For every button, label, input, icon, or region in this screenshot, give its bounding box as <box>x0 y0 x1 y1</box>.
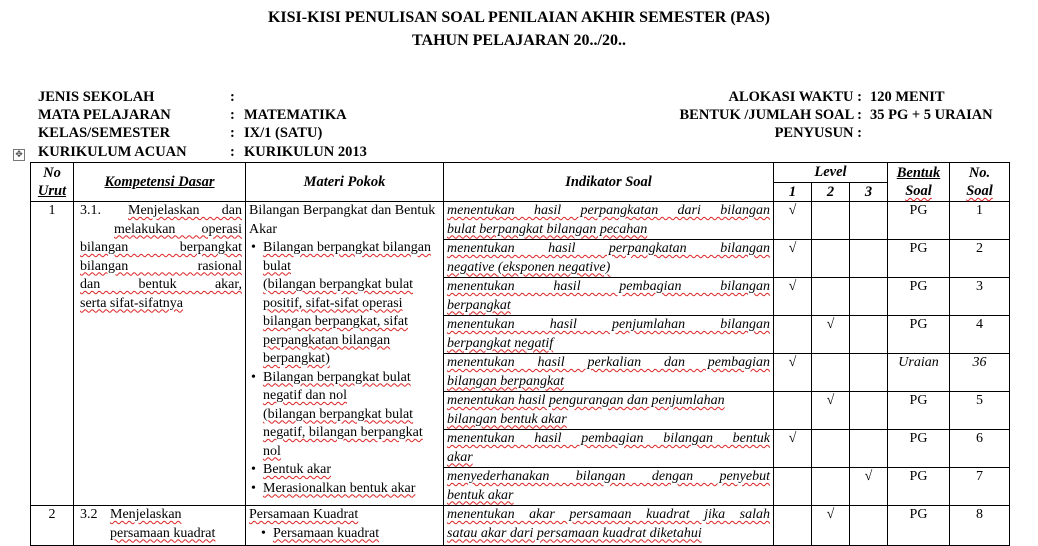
level-2-cell <box>812 354 850 392</box>
level-3-cell <box>850 278 888 316</box>
level-1-cell: √ <box>774 430 812 468</box>
level-3-cell <box>850 202 888 240</box>
doc-title-line1: KISI-KISI PENULISAN SOAL PENILAIAN AKHIR SEMESTER (PAS) <box>267 9 771 26</box>
indikator-cell: menentukan hasil perpangkatan bilangan negative (eksponen negative) <box>444 240 774 278</box>
indikator-cell: menentukan hasil perpangkatan dari bilangan bulat berpangkat bilangan pecahan <box>444 202 774 240</box>
list-item: • Persamaan kuadrat <box>273 525 440 544</box>
table-row <box>31 202 1010 240</box>
row-no-urut: 2 <box>31 506 74 546</box>
header-value-kurikulum: KURIKULUN 2013 <box>244 144 367 160</box>
level-1-cell: √ <box>774 278 812 316</box>
header-indikator-soal: Indikator Soal <box>444 163 774 202</box>
bentuk-soal-cell: PG <box>888 316 950 354</box>
no-soal-cell: 3 <box>950 278 1010 316</box>
header-colon: : <box>230 144 235 160</box>
header-label-penyusun: PENYUSUN : <box>774 125 862 141</box>
doc-title-line2: TAHUN PELAJARAN 20../20.. <box>412 32 626 49</box>
level-2-cell <box>812 278 850 316</box>
level-1-cell <box>774 468 812 506</box>
level-2-cell: √ <box>812 506 850 546</box>
table-row <box>31 506 1010 546</box>
header-bentuk-soal: Bentuk Soal <box>888 163 950 202</box>
indikator-cell: menentukan hasil pengurangan dan penjumlahan bilangan bentuk akar <box>444 392 774 430</box>
bentuk-soal-cell: PG <box>888 506 950 546</box>
level-3-cell: √ <box>850 468 888 506</box>
level-3-cell <box>850 354 888 392</box>
level-3-cell <box>850 316 888 354</box>
list-item: • Bentuk akar <box>263 461 440 480</box>
indikator-cell: menentukan hasil pembagian bilangan bentuk akar <box>444 430 774 468</box>
table-move-handle-icon[interactable]: ✥ <box>13 149 25 161</box>
header-colon: : <box>230 107 235 123</box>
header-label-kelas-semester: KELAS/SEMESTER <box>38 125 171 141</box>
level-1-cell <box>774 316 812 354</box>
header-label-jenis-sekolah: JENIS SEKOLAH <box>38 89 155 105</box>
no-soal-cell: 36 <box>950 354 1010 392</box>
level-3-cell <box>850 506 888 546</box>
level-3-cell <box>850 430 888 468</box>
no-soal-cell: 4 <box>950 316 1010 354</box>
header-colon: : <box>230 125 235 141</box>
header-label-alokasi-waktu: ALOKASI WAKTU : <box>728 89 862 105</box>
indikator-cell: menentukan hasil penjumlahan bilangan berpangkat negatif <box>444 316 774 354</box>
header-label-kurikulum: KURIKULUM ACUAN <box>38 144 187 160</box>
header-kompetensi-dasar: Kompetensi Dasar <box>74 163 246 202</box>
kompetensi-dasar-cell: 3.2 Menjelaskan persamaan kuadrat <box>74 506 246 546</box>
header-label-mata-pelajaran: MATA PELAJARAN <box>38 107 171 123</box>
indikator-cell: menentukan hasil perkalian dan pembagian bilangan berpangkat <box>444 354 774 392</box>
kisi-kisi-table <box>30 162 1010 546</box>
no-soal-cell: 8 <box>950 506 1010 546</box>
indikator-cell: menentukan hasil pembagian bilangan berpangkat <box>444 278 774 316</box>
level-1-cell <box>774 506 812 546</box>
materi-pokok-cell: Bilangan Berpangkat dan Bentuk Akar • Bilangan berpangkat bilangan bulat (bilangan berpangkat bulat positif, sifat-sifat operasi bilangan berpangkat, sifat perpangkatan bilangan berpangkat) • Bilangan berpangkat bulat negatif dan nol (bilangan berpangkat bulat negatif, bilangan berpangkat nol • Bentuk akar • Merasionalkan bentuk akar <box>246 202 444 506</box>
list-item: • Bilangan berpangkat bilangan bulat (bilangan berpangkat bulat positif, sifat-sifat operasi bilangan berpangkat, sifat perpangkatan bilangan berpangkat) <box>263 239 440 369</box>
bentuk-soal-cell: PG <box>888 392 950 430</box>
header-level-2: 2 <box>812 182 850 202</box>
header-level-1: 1 <box>774 182 812 202</box>
level-1-cell: √ <box>774 240 812 278</box>
no-soal-cell: 6 <box>950 430 1010 468</box>
header-colon: : <box>230 89 235 105</box>
level-2-cell <box>812 240 850 278</box>
level-2-cell: √ <box>812 316 850 354</box>
bentuk-soal-cell: PG <box>888 240 950 278</box>
indikator-cell: menentukan akar persamaan kuadrat jika salah satau akar dari persamaan kuadrat diketahui <box>444 506 774 546</box>
row-no-urut: 1 <box>31 202 74 506</box>
header-value-mata-pelajaran: MATEMATIKA <box>244 107 347 123</box>
level-3-cell <box>850 240 888 278</box>
bentuk-soal-cell: PG <box>888 278 950 316</box>
level-1-cell <box>774 392 812 430</box>
header-level: Level <box>774 163 888 183</box>
no-soal-cell: 5 <box>950 392 1010 430</box>
level-2-cell <box>812 202 850 240</box>
bentuk-soal-cell: PG <box>888 468 950 506</box>
header-value-kelas-semester: IX/1 (SATU) <box>244 125 323 141</box>
materi-pokok-cell: Persamaan Kuadrat • Persamaan kuadrat <box>246 506 444 546</box>
list-item: • Bilangan berpangkat bulat negatif dan nol (bilangan berpangkat bulat negatif, bilangan berpangkat nol <box>263 369 440 462</box>
level-2-cell: √ <box>812 392 850 430</box>
level-1-cell: √ <box>774 354 812 392</box>
header-level-3: 3 <box>850 182 888 202</box>
header-no-urut: No Urut <box>31 163 74 202</box>
list-item: • Merasionalkan bentuk akar <box>263 480 440 499</box>
header-value-bentuk-jumlah-soal: 35 PG + 5 URAIAN <box>870 107 993 123</box>
header-no-soal: No. Soal <box>950 163 1010 202</box>
indikator-cell: menyederhanakan bilangan dengan penyebut bentuk akar <box>444 468 774 506</box>
header-value-alokasi-waktu: 120 MENIT <box>870 89 945 105</box>
kompetensi-dasar-cell: 3.1. Menjelaskan dan melakukan operasi bilangan berpangkat bilangan rasional dan bentuk akar, serta sifat-sifatnya <box>74 202 246 506</box>
header-materi-pokok: Materi Pokok <box>246 163 444 202</box>
level-3-cell <box>850 392 888 430</box>
header-label-bentuk-jumlah-soal: BENTUK /JUMLAH SOAL : <box>679 107 862 123</box>
level-2-cell <box>812 468 850 506</box>
bentuk-soal-cell: Uraian <box>888 354 950 392</box>
bentuk-soal-cell: PG <box>888 430 950 468</box>
no-soal-cell: 7 <box>950 468 1010 506</box>
no-soal-cell: 2 <box>950 240 1010 278</box>
level-2-cell <box>812 430 850 468</box>
bentuk-soal-cell: PG <box>888 202 950 240</box>
no-soal-cell: 1 <box>950 202 1010 240</box>
level-1-cell: √ <box>774 202 812 240</box>
